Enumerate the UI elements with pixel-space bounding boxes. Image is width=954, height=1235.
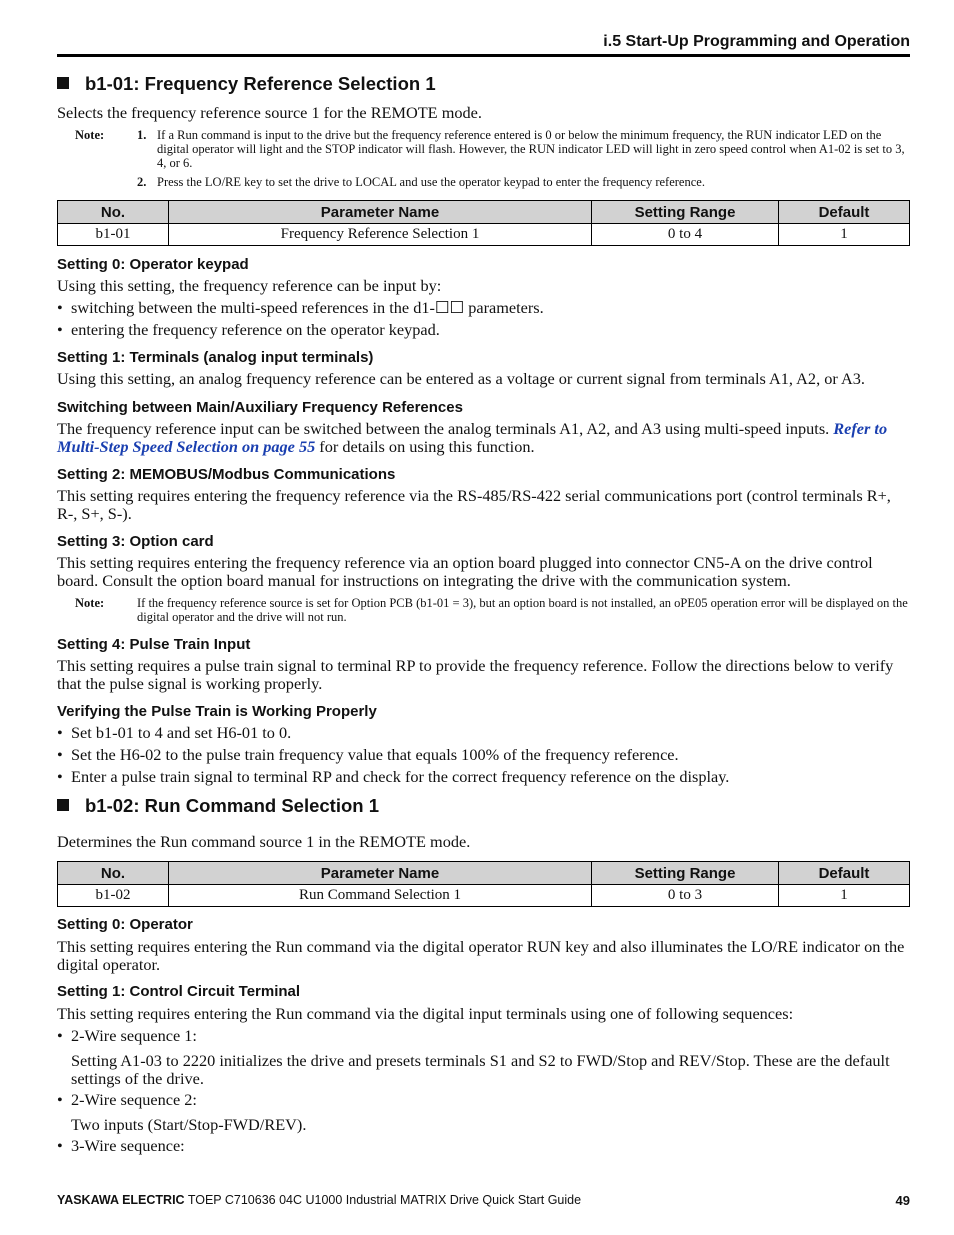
parameter-table-b1-01 xyxy=(57,200,910,246)
list-item: • 2-Wire sequence 1: xyxy=(57,1026,197,1045)
col-header-default: Default xyxy=(779,862,910,885)
subheading-setting-2: Setting 2: MEMOBUS/Modbus Communications xyxy=(57,466,396,483)
col-header-parameter-name: Parameter Name xyxy=(169,201,592,224)
note-label: Note: xyxy=(75,128,105,142)
square-bullet-icon xyxy=(57,77,69,89)
list-item: • Set b1-01 to 4 and set H6-01 to 0. xyxy=(57,723,292,742)
subheading-run-setting-1: Setting 1: Control Circuit Terminal xyxy=(57,983,301,1000)
table-header-row xyxy=(58,862,910,885)
table-row xyxy=(58,885,910,907)
table-header-row xyxy=(58,201,910,224)
list-item: • Enter a pulse train signal to terminal RP and check for the correct frequency reference on the display. xyxy=(57,767,730,786)
run-setting-0-text: This setting requires entering the Run command via the digital operator RUN key and also illuminates the LO/RE indicator on the digital operator. xyxy=(57,937,905,974)
cell-parameter-name: Frequency Reference Selection 1 xyxy=(169,224,592,246)
note-number: 1. xyxy=(137,128,147,142)
col-header-parameter-name: Parameter Name xyxy=(169,862,592,885)
setting-2-text: This setting requires entering the frequency reference via the RS-485/RS-422 serial communications port (control terminals R+, R-, S+, S-). xyxy=(57,486,891,523)
setting-0-text: Using this setting, the frequency reference can be input by: xyxy=(57,276,442,295)
cell-setting-range: 0 to 3 xyxy=(592,885,779,907)
cell-default: 1 xyxy=(779,885,910,907)
note-text: Press the LO/RE key to set the drive to LOCAL and use the operator keypad to enter the frequency reference. xyxy=(157,175,705,189)
switching-text: The frequency reference input can be switched between the analog terminals A1, A2, and A3 using multi-speed inputs. Refer to Multi-Step Speed Selection on page 55 for details on using this function. xyxy=(57,419,888,456)
b1-01-intro: Selects the frequency reference source 1 for the REMOTE mode. xyxy=(57,103,482,122)
list-item: • 3-Wire sequence: xyxy=(57,1136,185,1155)
list-item: • entering the frequency reference on the operator keypad. xyxy=(57,320,440,339)
footer-doc: TOEP C710636 04C U1000 Industrial MATRIX Drive Quick Start Guide xyxy=(184,1193,582,1207)
list-item: • 2-Wire sequence 2: xyxy=(57,1090,197,1109)
subheading-run-setting-0: Setting 0: Operator xyxy=(57,916,193,933)
cell-default: 1 xyxy=(779,224,910,246)
footer-document-title xyxy=(57,1193,581,1207)
table-row xyxy=(58,224,910,246)
section-heading-text: b1-01: Frequency Reference Selection 1 xyxy=(85,73,436,94)
note-text: If the frequency reference source is set for Option PCB (b1-01 = 3), but an option board is not installed, an oPE05 operation error will be displayed on the digital operator and the drive will not run. xyxy=(137,596,908,624)
running-header: i.5 Start-Up Programming and Operation xyxy=(603,33,910,50)
note-label: Note: xyxy=(75,596,105,610)
col-header-setting-range: Setting Range xyxy=(592,201,779,224)
col-header-no: No. xyxy=(58,862,169,885)
page-number: 49 xyxy=(895,1193,910,1208)
setting-1-text: Using this setting, an analog frequency reference can be entered as a voltage or current signal from terminals A1, A2, or A3. xyxy=(57,369,865,388)
b1-02-intro: Determines the Run command source 1 in the REMOTE mode. xyxy=(57,832,471,851)
cell-setting-range: 0 to 4 xyxy=(592,224,779,246)
run-setting-1-text: This setting requires entering the Run command via the digital input terminals using one of following sequences: xyxy=(57,1004,794,1023)
list-item: • Set the H6-02 to the pulse train frequency value that equals 100% of the frequency reference. xyxy=(57,745,679,764)
subheading-setting-1: Setting 1: Terminals (analog input terminals) xyxy=(57,349,374,366)
note-number: 2. xyxy=(137,175,147,189)
note-text: If a Run command is input to the drive but the frequency reference entered is 0 or below the minimum frequency, the RUN indicator LED on the digital operator will light and the STOP indicator will flash. However, the RUN indicator LED will light in zero speed control when A1-02 is set to 3, 4, or 6. xyxy=(157,128,905,170)
cell-parameter-name: Run Command Selection 1 xyxy=(169,885,592,907)
col-header-setting-range: Setting Range xyxy=(592,862,779,885)
subheading-setting-4: Setting 4: Pulse Train Input xyxy=(57,636,251,653)
subheading-switching: Switching between Main/Auxiliary Frequency References xyxy=(57,399,463,416)
footer-brand: YASKAWA ELECTRIC xyxy=(57,1193,185,1207)
section-heading-b1-02 xyxy=(57,795,379,817)
sequence-description: Setting A1-03 to 2220 initializes the drive and presets terminals S1 and S2 to FWD/Stop and REV/Stop. These are the default settings of the drive. xyxy=(71,1051,890,1088)
header-rule xyxy=(57,54,910,57)
subheading-setting-3: Setting 3: Option card xyxy=(57,533,214,550)
setting-4-text: This setting requires a pulse train signal to terminal RP to provide the frequency reference. Follow the directions below to verify that the pulse signal is working properly. xyxy=(57,656,894,693)
list-item: • switching between the multi-speed references in the d1-☐☐ parameters. xyxy=(57,298,544,317)
col-header-no: No. xyxy=(58,201,169,224)
subheading-verify-pulse-train: Verifying the Pulse Train is Working Properly xyxy=(57,703,377,720)
section-heading-text: b1-02: Run Command Selection 1 xyxy=(85,795,379,816)
setting-3-text: This setting requires entering the frequency reference via an option board plugged into connector CN5-A on the drive control board. Consult the option board manual for instructions on integrating the drive with the communication system. xyxy=(57,553,873,590)
parameter-table-b1-02 xyxy=(57,861,910,907)
section-heading-b1-01 xyxy=(57,73,436,95)
cross-reference-link[interactable]: Refer to Multi-Step Speed Selection on page 55 xyxy=(57,419,888,456)
cell-no: b1-01 xyxy=(58,224,169,246)
cell-no: b1-02 xyxy=(58,885,169,907)
subheading-setting-0: Setting 0: Operator keypad xyxy=(57,256,249,273)
col-header-default: Default xyxy=(779,201,910,224)
sequence-description: Two inputs (Start/Stop-FWD/REV). xyxy=(71,1115,307,1134)
square-bullet-icon xyxy=(57,799,69,811)
